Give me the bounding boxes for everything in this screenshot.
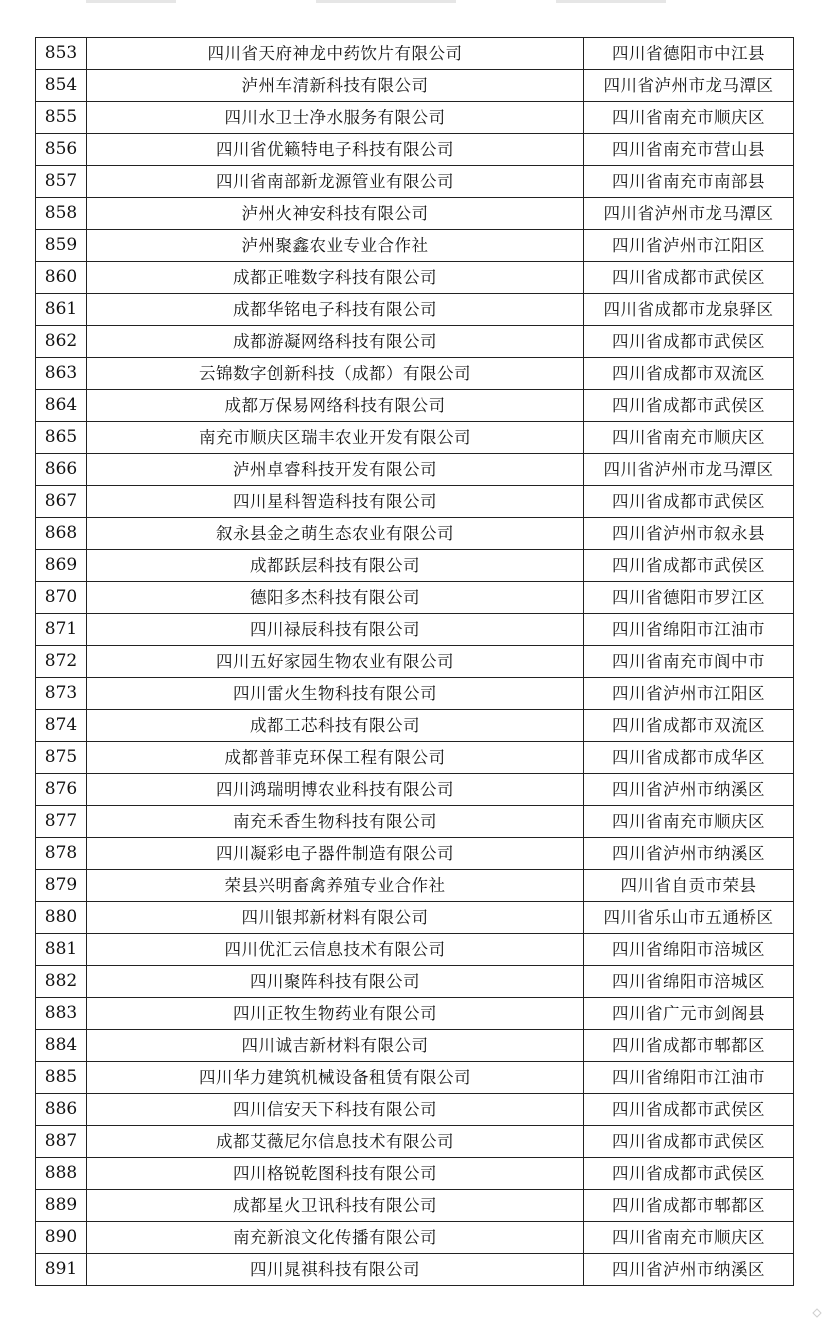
table-row (36, 454, 794, 486)
row-number: 874 (36, 710, 87, 742)
company-name: 德阳多杰科技有限公司 (87, 582, 584, 614)
table-row (36, 1254, 794, 1286)
company-location: 四川省泸州市纳溪区 (584, 838, 794, 870)
table-row (36, 486, 794, 518)
page-top-residue (86, 0, 686, 6)
row-number: 853 (36, 38, 87, 70)
row-number: 855 (36, 102, 87, 134)
company-location: 四川省绵阳市江油市 (584, 1062, 794, 1094)
company-name: 四川银邦新材料有限公司 (87, 902, 584, 934)
table-row (36, 934, 794, 966)
table-row (36, 966, 794, 998)
row-number: 879 (36, 870, 87, 902)
company-name: 成都跃层科技有限公司 (87, 550, 584, 582)
company-name: 四川优汇云信息技术有限公司 (87, 934, 584, 966)
company-location: 四川省南充市顺庆区 (584, 422, 794, 454)
table-row (36, 294, 794, 326)
row-number: 870 (36, 582, 87, 614)
table-row (36, 646, 794, 678)
table-row (36, 166, 794, 198)
company-name: 成都艾薇尼尔信息技术有限公司 (87, 1126, 584, 1158)
company-location: 四川省成都市武侯区 (584, 1126, 794, 1158)
company-location: 四川省德阳市中江县 (584, 38, 794, 70)
table-row (36, 230, 794, 262)
company-location: 四川省成都市双流区 (584, 358, 794, 390)
table-row (36, 774, 794, 806)
row-number: 884 (36, 1030, 87, 1062)
company-location: 四川省南充市顺庆区 (584, 1222, 794, 1254)
table-row (36, 614, 794, 646)
row-number: 854 (36, 70, 87, 102)
company-location: 四川省绵阳市江油市 (584, 614, 794, 646)
table-row (36, 838, 794, 870)
company-location: 四川省成都市武侯区 (584, 262, 794, 294)
company-location: 四川省成都市郫都区 (584, 1030, 794, 1062)
row-number: 868 (36, 518, 87, 550)
row-number: 866 (36, 454, 87, 486)
company-location: 四川省泸州市纳溪区 (584, 1254, 794, 1286)
company-name: 四川华力建筑机械设备租赁有限公司 (87, 1062, 584, 1094)
company-location: 四川省成都市武侯区 (584, 1094, 794, 1126)
company-name: 南充新浪文化传播有限公司 (87, 1222, 584, 1254)
company-name: 成都正唯数字科技有限公司 (87, 262, 584, 294)
row-number: 880 (36, 902, 87, 934)
company-name: 四川省优籁特电子科技有限公司 (87, 134, 584, 166)
table-row (36, 102, 794, 134)
table-row (36, 358, 794, 390)
company-name: 四川星科智造科技有限公司 (87, 486, 584, 518)
company-name: 成都星火卫讯科技有限公司 (87, 1190, 584, 1222)
row-number: 878 (36, 838, 87, 870)
table-row (36, 1158, 794, 1190)
table-row (36, 262, 794, 294)
company-location: 四川省绵阳市涪城区 (584, 966, 794, 998)
company-name: 四川聚阵科技有限公司 (87, 966, 584, 998)
table-row (36, 518, 794, 550)
company-name: 四川禄辰科技有限公司 (87, 614, 584, 646)
company-name: 成都华铭电子科技有限公司 (87, 294, 584, 326)
company-name: 四川晁祺科技有限公司 (87, 1254, 584, 1286)
company-name: 泸州车清新科技有限公司 (87, 70, 584, 102)
company-name: 四川水卫士净水服务有限公司 (87, 102, 584, 134)
row-number: 882 (36, 966, 87, 998)
table-row (36, 422, 794, 454)
table-row (36, 1094, 794, 1126)
table-row (36, 1062, 794, 1094)
row-number: 887 (36, 1126, 87, 1158)
row-number: 872 (36, 646, 87, 678)
company-name: 成都工芯科技有限公司 (87, 710, 584, 742)
company-location: 四川省成都市成华区 (584, 742, 794, 774)
company-location: 四川省广元市剑阁县 (584, 998, 794, 1030)
table-row (36, 390, 794, 422)
company-location: 四川省南充市营山县 (584, 134, 794, 166)
company-location: 四川省成都市武侯区 (584, 1158, 794, 1190)
company-location: 四川省南充市顺庆区 (584, 102, 794, 134)
row-number: 877 (36, 806, 87, 838)
table-row (36, 326, 794, 358)
table-row (36, 1222, 794, 1254)
company-name: 四川雷火生物科技有限公司 (87, 678, 584, 710)
row-number: 889 (36, 1190, 87, 1222)
row-number: 859 (36, 230, 87, 262)
company-name: 四川鸿瑞明博农业科技有限公司 (87, 774, 584, 806)
company-name: 泸州卓睿科技开发有限公司 (87, 454, 584, 486)
table-row (36, 1030, 794, 1062)
company-list-table (35, 37, 794, 1286)
table-row (36, 550, 794, 582)
company-location: 四川省泸州市龙马潭区 (584, 454, 794, 486)
table-row (36, 582, 794, 614)
row-number: 862 (36, 326, 87, 358)
company-name: 四川凝彩电子器件制造有限公司 (87, 838, 584, 870)
company-location: 四川省泸州市龙马潭区 (584, 198, 794, 230)
row-number: 857 (36, 166, 87, 198)
row-number: 883 (36, 998, 87, 1030)
row-number: 858 (36, 198, 87, 230)
table-row (36, 70, 794, 102)
row-number: 871 (36, 614, 87, 646)
company-location: 四川省德阳市罗江区 (584, 582, 794, 614)
table-row (36, 742, 794, 774)
company-name: 叙永县金之萌生态农业有限公司 (87, 518, 584, 550)
company-location: 四川省成都市郫都区 (584, 1190, 794, 1222)
company-location: 四川省绵阳市涪城区 (584, 934, 794, 966)
company-name: 成都万保易网络科技有限公司 (87, 390, 584, 422)
table-row (36, 710, 794, 742)
company-location: 四川省南充市阆中市 (584, 646, 794, 678)
company-location: 四川省成都市武侯区 (584, 390, 794, 422)
company-location: 四川省泸州市江阳区 (584, 678, 794, 710)
row-number: 891 (36, 1254, 87, 1286)
company-location: 四川省成都市武侯区 (584, 550, 794, 582)
row-number: 869 (36, 550, 87, 582)
company-name: 泸州火神安科技有限公司 (87, 198, 584, 230)
company-name: 四川省天府神龙中药饮片有限公司 (87, 38, 584, 70)
company-location: 四川省泸州市叙永县 (584, 518, 794, 550)
row-number: 886 (36, 1094, 87, 1126)
company-name: 南充市顺庆区瑞丰农业开发有限公司 (87, 422, 584, 454)
company-name: 成都游凝网络科技有限公司 (87, 326, 584, 358)
table-row (36, 1190, 794, 1222)
company-location: 四川省南充市南部县 (584, 166, 794, 198)
row-number: 856 (36, 134, 87, 166)
company-location: 四川省成都市双流区 (584, 710, 794, 742)
row-number: 888 (36, 1158, 87, 1190)
table-row (36, 902, 794, 934)
row-number: 881 (36, 934, 87, 966)
company-location: 四川省成都市武侯区 (584, 326, 794, 358)
row-number: 885 (36, 1062, 87, 1094)
company-name: 四川正牧生物药业有限公司 (87, 998, 584, 1030)
company-name: 四川诚吉新材料有限公司 (87, 1030, 584, 1062)
company-list-body (36, 38, 794, 1286)
company-name: 南充禾香生物科技有限公司 (87, 806, 584, 838)
row-number: 864 (36, 390, 87, 422)
company-name: 四川格锐乾图科技有限公司 (87, 1158, 584, 1190)
row-number: 865 (36, 422, 87, 454)
company-name: 成都普菲克环保工程有限公司 (87, 742, 584, 774)
row-number: 875 (36, 742, 87, 774)
table-row (36, 678, 794, 710)
company-location: 四川省成都市武侯区 (584, 486, 794, 518)
company-name: 泸州聚鑫农业专业合作社 (87, 230, 584, 262)
row-number: 861 (36, 294, 87, 326)
row-number: 876 (36, 774, 87, 806)
row-number: 890 (36, 1222, 87, 1254)
company-location: 四川省泸州市龙马潭区 (584, 70, 794, 102)
row-number: 863 (36, 358, 87, 390)
table-row (36, 198, 794, 230)
company-name: 荣县兴明畜禽养殖专业合作社 (87, 870, 584, 902)
company-location: 四川省成都市龙泉驿区 (584, 294, 794, 326)
company-location: 四川省南充市顺庆区 (584, 806, 794, 838)
company-name: 四川信安天下科技有限公司 (87, 1094, 584, 1126)
company-location: 四川省乐山市五通桥区 (584, 902, 794, 934)
page-corner-mark (812, 1308, 822, 1318)
company-location: 四川省自贡市荣县 (584, 870, 794, 902)
row-number: 867 (36, 486, 87, 518)
table-row (36, 870, 794, 902)
company-location: 四川省泸州市纳溪区 (584, 774, 794, 806)
table-row (36, 134, 794, 166)
company-name: 四川五好家园生物农业有限公司 (87, 646, 584, 678)
company-name: 云锦数字创新科技（成都）有限公司 (87, 358, 584, 390)
table-row (36, 38, 794, 70)
table-row (36, 1126, 794, 1158)
company-name: 四川省南部新龙源管业有限公司 (87, 166, 584, 198)
row-number: 873 (36, 678, 87, 710)
table-row (36, 998, 794, 1030)
table-row (36, 806, 794, 838)
company-location: 四川省泸州市江阳区 (584, 230, 794, 262)
row-number: 860 (36, 262, 87, 294)
